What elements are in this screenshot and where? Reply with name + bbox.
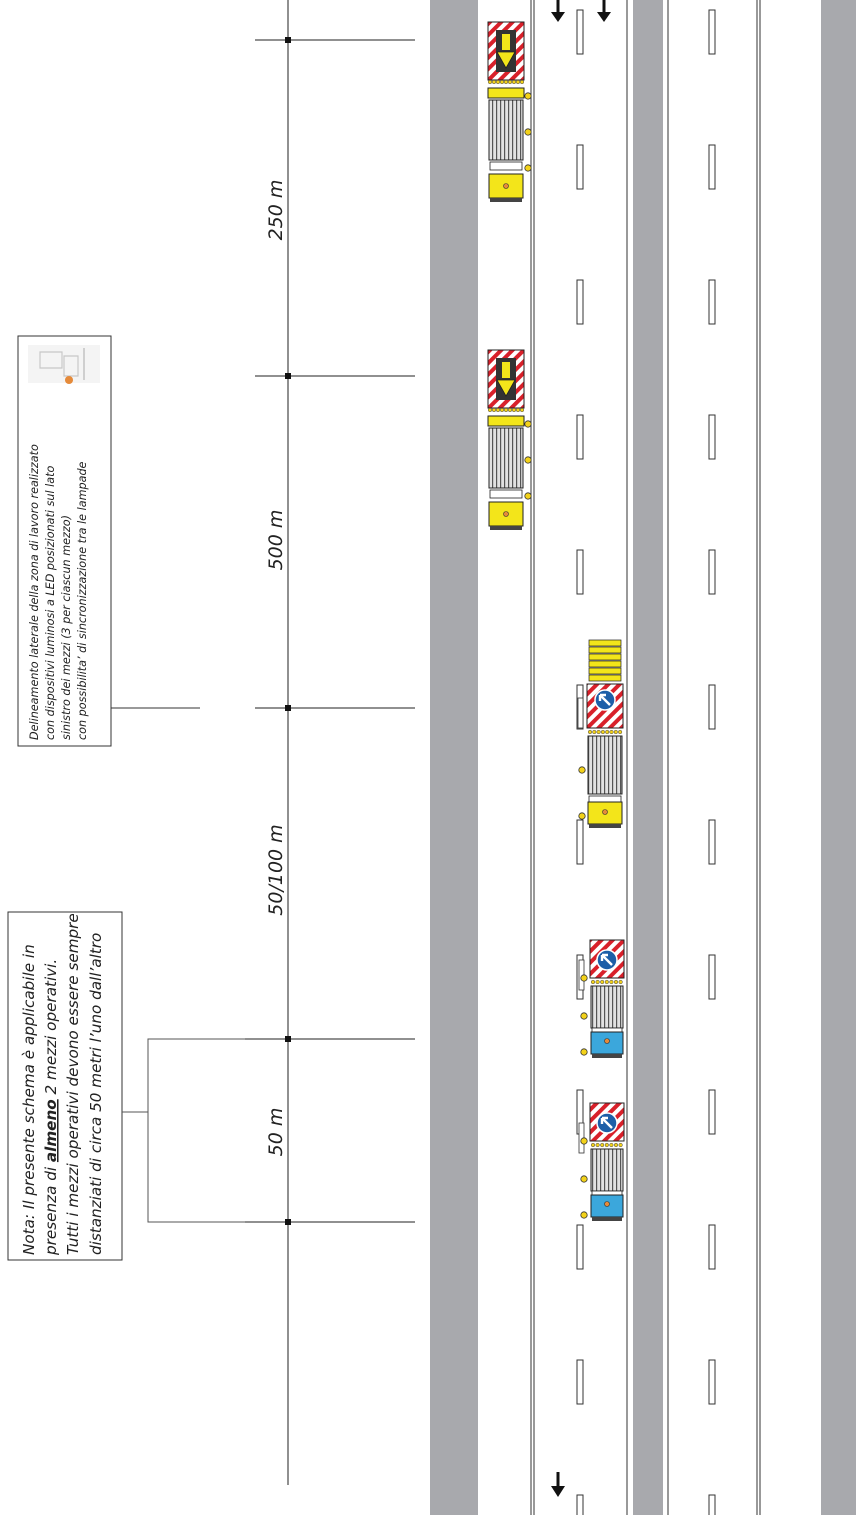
lamp-icon [581,1176,587,1182]
lamp-icon [601,730,605,734]
lamp-icon [508,408,512,412]
van-cargo [591,1149,623,1191]
lane-dash [577,1225,583,1269]
lane-dash [577,10,583,54]
lane-dash [709,280,715,324]
note-line-1: Nota: Il presente schema è applicabile in [20,944,38,1255]
attenuator-segment [589,640,621,646]
note-bracket [148,1039,245,1222]
lamp-icon [525,457,531,463]
tick-mark [255,705,415,711]
lane-dash [577,280,583,324]
lamp-icon [618,730,622,734]
left-median [430,0,478,1515]
lamp-icon [581,1138,587,1144]
distance-label: 50 m [265,1107,287,1157]
lamp-icon [596,980,600,984]
lane-dash [709,1495,715,1515]
tick-mark [255,373,415,379]
lamp-icon [579,813,585,819]
lane-dash [709,145,715,189]
lane-dash [577,145,583,189]
beacon-icon [603,810,608,815]
attenuator-segment [589,654,621,660]
van-cargo [591,986,623,1028]
lamp-icon [525,93,531,99]
delineation-line-2: con dispositivi luminosi a LED posizionati sul lato [44,465,57,740]
lane-dash [577,550,583,594]
lane-dash [577,1360,583,1404]
van-frame [592,1191,622,1195]
note-box [8,912,245,1260]
lane-dash [577,820,583,864]
lane-dash [709,955,715,999]
lamp-icon [591,1143,595,1147]
road [430,0,856,1515]
tick-mark [245,1036,415,1042]
lamp-icon [579,767,585,773]
lamp-icon [496,80,500,84]
truck-bumper [490,198,522,202]
lamp-icon [600,980,604,984]
lane-dash [709,10,715,54]
attenuator-segment [589,668,621,674]
lamp-icon [504,80,508,84]
note-line-4: distanziati di circa 50 metri l’uno dall’altro [87,932,105,1255]
lane-dash [709,1090,715,1134]
van-bumper [592,1217,622,1221]
lamp-icon [504,408,508,412]
delineation-line-4: con possibilita’ di sincronizzazione tra le lampade [76,461,89,740]
lamp-icon [492,408,496,412]
note-line-2: presenza di almeno 2 mezzi operativi. [42,958,60,1255]
led-lamp-thumbnail [28,345,100,384]
lane-dash [709,1225,715,1269]
lamp-icon [512,408,516,412]
lamp-icon [600,1143,604,1147]
tick-mark [245,1219,415,1225]
delineation-line-1: Delineamento laterale della zona di lavoro realizzato [28,444,41,740]
lamp-icon [588,730,592,734]
opposite-carriageway [663,0,821,1515]
van-frame [592,1028,622,1032]
lane-dash [709,415,715,459]
beacon-icon [504,184,509,189]
attenuator-segment [589,647,621,653]
lamp-icon [500,80,504,84]
lamp-icon [525,165,531,171]
lamp-icon [581,1049,587,1055]
truck-frame [490,490,522,498]
distance-label: 50/100 m [265,824,287,916]
truck-frame [490,162,522,170]
lamp-icon [591,980,595,984]
note-line-3: Tutti i mezzi operativi devono essere sempre [64,913,82,1255]
lamp-icon [520,408,524,412]
lamp-icon [614,980,618,984]
lamp-icon [488,80,492,84]
lamp-icon [581,975,587,981]
truck-frame [589,796,621,802]
side-mirror [578,698,583,728]
lamp-icon [597,730,601,734]
beacon-icon [605,1039,610,1044]
lamp-icon [581,1013,587,1019]
lamp-icon [581,1212,587,1218]
central-median [633,0,663,1515]
lane-dash [709,685,715,729]
lamp-icon [525,129,531,135]
distance-label: 500 m [265,509,287,571]
truck-cargo [489,428,523,488]
lane-dash [577,415,583,459]
truck-cargo [588,736,622,794]
lamp-icon [605,730,609,734]
lamp-icon [65,376,73,384]
distance-label: 250 m [265,179,287,241]
lamp-icon [596,1143,600,1147]
right-median [821,0,856,1515]
delineation-line-3: sinistro dei mezzi (3 per ciascun mezzo) [60,515,73,740]
truck-rear-bar [488,416,524,426]
dimension-line [245,0,415,1485]
lamp-icon [525,493,531,499]
lane-dash [709,1360,715,1404]
lamp-icon [605,1143,609,1147]
lamp-icon [496,408,500,412]
lamp-icon [593,730,597,734]
arrow-shaft [502,362,510,378]
lamp-icon [516,408,520,412]
tick-mark [255,37,415,43]
lamp-icon [610,980,614,984]
lamp-icon [488,408,492,412]
van-bumper [592,1054,622,1058]
lane-dash [709,820,715,864]
lane-dash [709,550,715,594]
lamp-icon [516,80,520,84]
truck-rear-bar [488,88,524,98]
truck-bumper [589,824,621,828]
truck-cargo [489,100,523,160]
lamp-icon [492,80,496,84]
lamp-icon [614,730,618,734]
attenuator-segment [589,675,621,681]
lamp-icon [525,421,531,427]
lamp-icon [610,730,614,734]
attenuator-segment [589,661,621,667]
delineation-box [18,336,200,746]
lamp-icon [500,408,504,412]
lamp-icon [520,80,524,84]
truck-bumper [490,526,522,530]
beacon-icon [504,512,509,517]
beacon-icon [605,1202,610,1207]
lamp-icon [614,1143,618,1147]
lamp-icon [508,80,512,84]
lane-dash [577,1495,583,1515]
arrow-shaft [502,34,510,50]
lamp-icon [619,980,623,984]
lamp-icon [610,1143,614,1147]
lamp-icon [619,1143,623,1147]
lamp-icon [605,980,609,984]
lamp-icon [512,80,516,84]
